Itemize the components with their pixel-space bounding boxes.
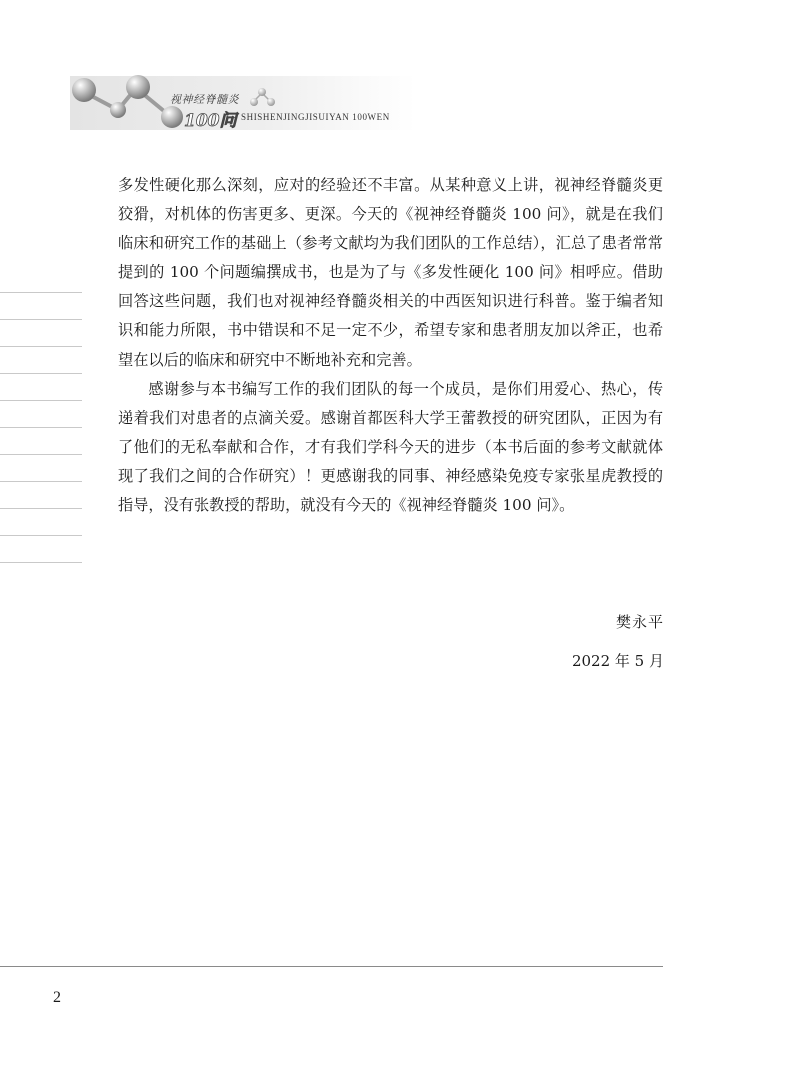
header-book-number: 100问 [184, 111, 237, 131]
page-number: 2 [53, 989, 61, 1006]
paragraph: 感谢参与本书编写工作的我们团队的每一个成员，是你们用爱心、热心，传递着我们对患者的点滴关爱。感谢首都医科大学王蕾教授的研究团队，正因为有了他们的无私奉献和合作，才有我们学科今天的进步（本书后面的参考文献就体现了我们之间的合作研究）！更感谢我的同事、神经感染免疫专家张星虎教授的指导，没有张教授的帮助，就没有今天的《视神经脊髓炎 100 问》。 [118, 379, 663, 515]
header-pinyin-title: SHISHENJINGJISUIYAN 100WEN [241, 112, 390, 122]
molecule-ball-1 [72, 78, 96, 102]
signature-date: 2022 年 5 月 [571, 652, 664, 670]
paragraph: 多发性硬化那么深刻，应对的经验还不丰富。从某种意义上讲，视神经脊髓炎更狡猾，对机体的伤害更多、更深。今天的《视神经脊髓炎 100 问》，就是在我们临床和研究工作的基础上（参考文献均为我们团队的工作总结），汇总了患者常常提到的 100 个问题编撰成书，也是为了与《多发性硬化 100 问》相呼应。借助回答这些问题，我们也对视神经脊髓炎相关的中西医知识进行科普。鉴于编者知识和能力所限，书中错误和不足一定不少，希望专家和患者朋友加以斧正，也希望在以后的临床和研究中不断地补充和完善。 [118, 176, 663, 369]
body-text [118, 171, 663, 520]
margin-rule-lines [0, 292, 82, 589]
molecule-ball-2 [110, 102, 126, 118]
footer-divider [0, 966, 663, 967]
molecule-ball-4 [161, 106, 183, 128]
molecule-ball-3 [126, 75, 150, 99]
author-signature: 樊永平 [615, 613, 664, 631]
header-book-title: 视神经脊髓炎 [170, 93, 239, 106]
